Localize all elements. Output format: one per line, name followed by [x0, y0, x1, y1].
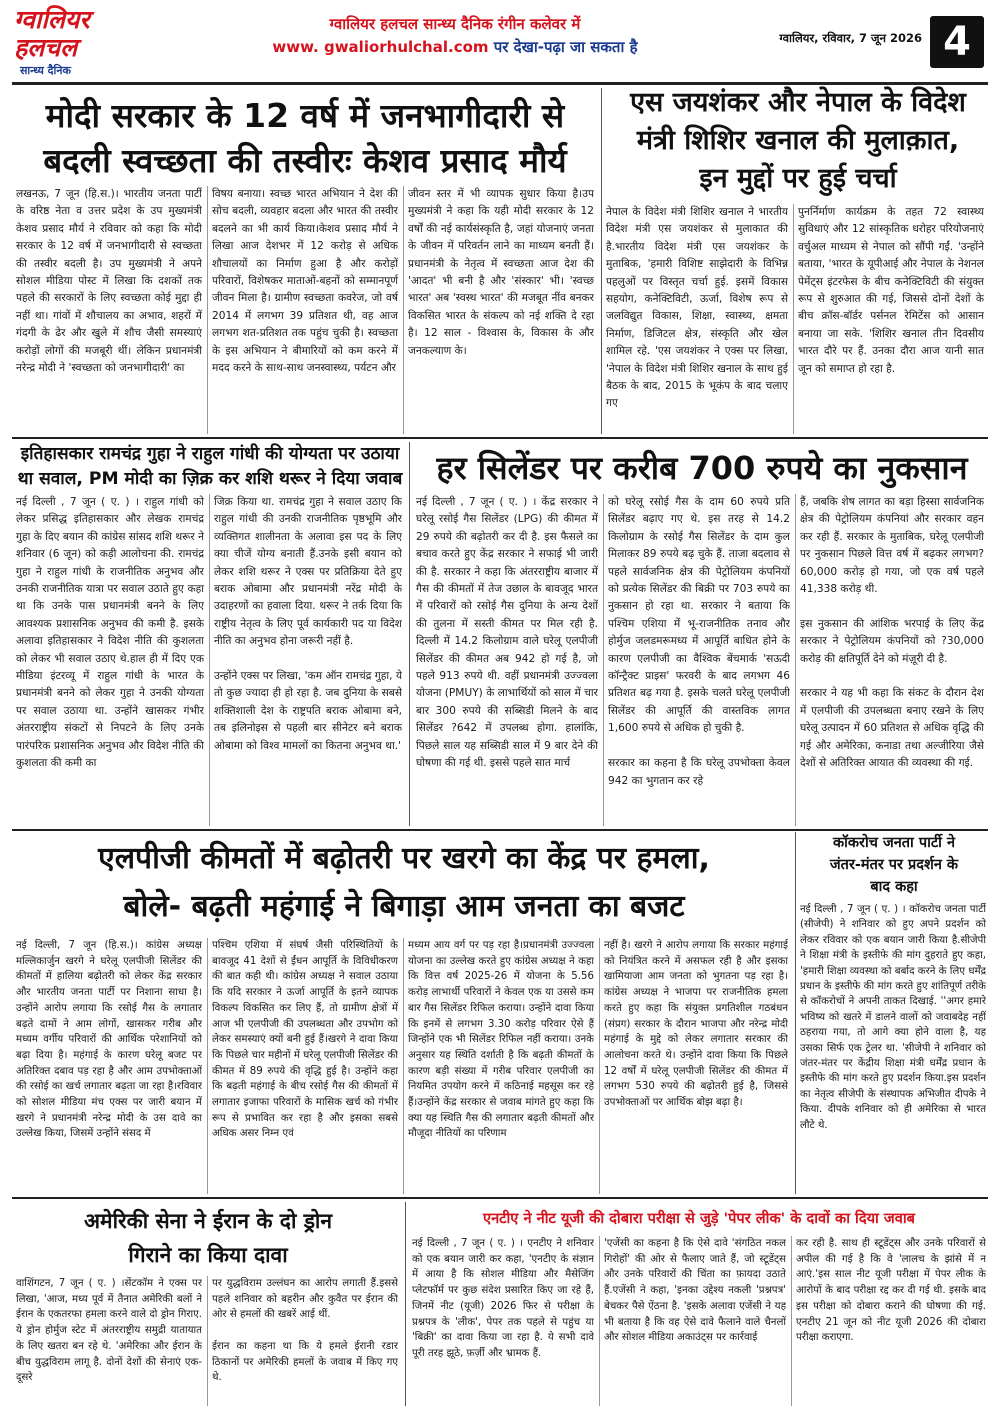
modi-headline-2: बदली स्वच्छता की तस्वीरः केशव प्रसाद मौर्य: [43, 141, 567, 180]
guha-headline-1: इतिहासकार रामचंद्र गुहा ने राहुल गांधी की योग्यता पर उठाया: [20, 444, 400, 464]
guha-col-2: जिक्र किया था. रामचंद्र गुहा ने सवाल उठाए कि राहुल गांधी की उनकी राजनीतिक पृष्ठभूमि और व्यक्तिगत शालीनता के अलावा इस पद के लिए क्या चीजें योग्य बनाती हैं.उनके इसी बयान को लेकर शशि थरूर ने एक्स पर प्रतिक्रिया देते हुए बराक ओबामा और प्रधानमंत्री नरेंद्र मोदी के उदाहरणों का हवाला दिया. थरूर ने तर्क दिया कि राष्ट्रीय नेतृत्व के लिए पूर्व कार्यकारी पद या विदेश नीति का अनुभव होना जरूरी नहीं है. उन्होंने एक्स पर लिखा, 'कम ऑन रामचंद्र गुहा, ये तो कुछ ज्यादा ही हो रहा है. जब दुनिया के सबसे शक्तिशाली देश के राष्ट्रपति बराक ओबामा बने, तब इलिनोइस से पहली बार सीनेटर बने बराक ओबामा को विश्व मामलों का कितना अनुभव था.': [214, 496, 402, 752]
modi-col-2: विषय बनाया। स्वच्छ भारत अभियान ने देश की सोच बदली, व्यवहार बदला और भारत की तस्वीर बदलने का भी कार्य किया।केशव प्रसाद मौर्य ने लिखा आज देशभर में 12 करोड़ से अधिक शौचालयों का निर्माण हुआ है और करोड़ों परिवारों, विशेषकर माताओं-बहनों को सम्मानपूर्ण जीवन मिला है। ग्रामीण स्वच्छता कवरेज, जो वर्ष 2014 में लगभग 39 प्रतिशत थी, वह आज लगभग शत-प्रतिशत तक पहुंच चुकी है। स्वच्छता के इस अभियान ने बीमारियों को कम करने में मदद करने के साथ-साथ जनस्वास्थ्य, पर्यटन और: [212, 188, 398, 375]
column-divider: [403, 186, 404, 434]
section-rule: [12, 437, 988, 439]
column-divider: [207, 186, 208, 434]
modi-headline-1: मोदी सरकार के 12 वर्ष में जनभागीदारी से: [45, 96, 565, 135]
logo-line-1: ग्वालियर: [14, 5, 90, 34]
section-rule: [12, 829, 988, 831]
column-divider: [207, 1276, 208, 1406]
kharge-col-1: नई दिल्ली, 7 जून (हि.स.)। कांग्रेस अध्यक्ष मल्लिकार्जुन खरगे ने घरेलू एलपीजी सिलेंडर की कीमतों में हालिया बढ़ोतरी को लेकर केंद्र सरकार और भारतीय जनता पार्टी पर निशाना साधा है। उन्होंने आरोप लगाया कि रसोई गैस के लगातार बढ़ते दामों ने आम लोगों, खासकर गरीब और मध्यम वर्गीय परिवारों की आर्थिक परेशानियों को बढ़ा दिया है। महंगाई के कारण घरेलू बजट पर अतिरिक्त दबाव पड़ रहा है और आम उपभोक्ताओं की रसोई का खर्च लगातार बढ़ता जा रहा है।रविवार को सोशल मीडिया मंच एक्स पर जारी बयान में खरगे ने प्रधानमंत्री नरेन्द्र मोदी के उस दावे का उल्लेख किया, जिसमें उन्होंने संसद में: [16, 940, 202, 1140]
kharge-col-3: मध्यम आय वर्ग पर पड़ रहा है।प्रधानमंत्री उज्ज्वला योजना का उल्लेख करते हुए कांग्रेस अध्यक्ष ने कहा कि वित्त वर्ष 2025-26 में योजना के 5.56 करोड़ लाभार्थी परिवारों ने केवल एक या उससे कम बार गैस सिलेंडर रिफिल कराया। उन्होंने दावा किया कि इनमें से लगभग 3.30 करोड़ परिवार ऐसे हैं जिन्होंने एक भी सिलेंडर रिफिल नहीं कराया। उनके अनुसार यह स्थिति दर्शाती है कि बढ़ती कीमतों के कारण बड़ी संख्या में गरीब परिवार एलपीजी का नियमित उपयोग करने में कठिनाई महसूस कर रहे हैं।उन्होंने केंद्र सरकार से जवाब मांगते हुए कहा कि क्या यह स्थिति गैस की लगातार बढ़ती कीमतों और मौजूदा नीतियों का परिणाम: [408, 940, 594, 1140]
page-number: 4: [943, 19, 971, 65]
neet-col-2: 'एजेंसी का कहना है कि ऐसे दावे 'संगठित नकल गिरोहों' की ओर से फैलाए जाते हैं, जो स्टूडेंट्स और उनके परिवारों की चिंता का फ़ायदा उठाते हैं.एजेंसी ने कहा, 'इनका उद्देश्य नकली 'प्रश्नपत्र' बेचकर पैसे ऐंठना है. 'इसके अलावा एजेंसी ने यह भी बताया है कि वह ऐसे दावे फैलाने वाले चैनलों और सोशल मीडिया अकाउंट्स पर कार्रवाई: [604, 1238, 786, 1344]
kharge-col-2: पश्चिम एशिया में संघर्ष जैसी परिस्थितियों के बावजूद 41 देशों से ईंधन आपूर्ति के विविधीकरण की बात कही थी। कांग्रेस अध्यक्ष ने सवाल उठाया कि यदि सरकार ने ऊर्जा आपूर्ति के इतने व्यापक विकल्प विकसित कर लिए हैं, तो ग्रामीण क्षेत्रों में आज भी एलपीजी की उपलब्धता और उपभोग को लेकर समस्याएं क्यों बनी हुई हैं।खरगे ने दावा किया कि पिछले चार महीनों में घरेलू एलपीजी सिलेंडर की कीमत में 89 रुपये की वृद्धि हुई है। उन्होंने कहा कि बढ़ती महंगाई के बीच रसोई गैस की कीमतों में लगातार इजाफा परिवारों के मासिक खर्च को गंभीर रूप से प्रभावित कर रहा है और इसका सबसे अधिक असर निम्न एवं: [212, 940, 398, 1140]
kharge-col-4: नहीं है। खरगे ने आरोप लगाया कि सरकार महंगाई को नियंत्रित करने में असफल रही है और इसका खामियाजा आम जनता को भुगतना पड़ रहा है।कांग्रेस अध्यक्ष ने भाजपा पर राजनीतिक हमला करते हुए कहा कि संयुक्त प्रगतिशील गठबंधन (संप्रग) सरकार के दौरान भाजपा और नरेन्द्र मोदी महंगाई के मुद्दे को लेकर लगातार सरकार की आलोचना करते थे। उन्होंने दावा किया कि पिछले 12 वर्षों में घरेलू एलपीजी सिलेंडर की कीमत में लगभग 530 रुपये की बढ़ोतरी हुई है, जिससे उपभोक्ताओं पर आर्थिक बोझ बढ़ा है।: [604, 940, 788, 1109]
column-divider: [403, 938, 404, 1194]
dateline: ग्वालियर, रविवार, 7 जून 2026: [779, 31, 922, 45]
column-divider: [599, 1236, 600, 1406]
lpg700-col-3: हैं, जबकि शेष लागत का बड़ा हिस्सा सार्वजनिक क्षेत्र की पेट्रोलियम कंपनियां और सरकार वहन कर रही हैं. सरकार के मुताबिक, घरेलू एलपीजी पर नुकसान पिछले वित्त वर्ष में बढ़कर लगभग?60,000 करोड़ हो गया, जो एक वर्ष पहले 41,338 करोड़ थी. इस नुकसान की आंशिक भरपाई के लिए केंद्र सरकार ने पेट्रोलियम कंपनियों को ?30,000 करोड़ की क्षतिपूर्ति देने को मंज़ूरी दी है. सरकार ने यह भी कहा कि संकट के दौरान देश में एलपीजी की उपलब्धता बनाए रखने के लिए घरेलू उत्पादन में 60 प्रतिशत से अधिक वृद्धि की गई और अमेरिका, कनाडा तथा अल्जीरिया जैसे देशों से अतिरिक्त आयात की व्यवस्था की गई.: [800, 496, 984, 770]
guha-headline-2: था सवाल, PM मोदी का ज़िक्र कर शशि थरूर ने दिया जवाब: [17, 469, 403, 489]
cockroach-headline-1: कॉकरोच जनता पार्टी ने: [833, 835, 955, 851]
masthead-logo: [14, 6, 146, 80]
modi-col-3: जीवन स्तर में भी व्यापक सुधार किया है।उप मुख्यमंत्री ने कहा कि यही मोदी सरकार के 12 वर्षों की नई कार्यसंस्कृति है, जहां योजनाएं जनता के जीवन में परिवर्तन लाने का माध्यम बनती हैं। प्रधानमंत्री के नेतृत्व में स्वच्छता आज देश की 'आदत' भी बनी है और 'संस्कार' भी। 'स्वच्छ भारत' अब 'स्वस्थ भारत' की मजबूत नींव बनकर विकसित भारत के संकल्प को नई शक्ति दे रहा है। 12 साल - विश्वास के, विकास के और जनकल्याण के।: [408, 188, 594, 357]
neet-col-1: नई दिल्ली , 7 जून ( ए. ) । एनटीए ने शनिवार को एक बयान जारी कर कहा, 'एनटीए के संज्ञान में आया है कि सोशल मीडिया और मैसेजिंग प्लेटफॉर्म पर कुछ संदेश प्रसारित किए जा रहे हैं, जिनमें नीट (यूजी) 2026 फिर से परीक्षा के प्रश्नपत्र के 'लीक', पेपर तक पहले से पहुंच या 'बिक्री' का दावा किया जा रहा है. ये सभी दावे पूरी तरह झूठे, फ़र्ज़ी और भ्रामक हैं.: [412, 1238, 594, 1359]
jaishankar-col-2: पुनर्निर्माण कार्यक्रम के तहत 72 स्वास्थ्य सुविधाएं और 12 सांस्कृतिक धरोहर परियोजनाएं वर्चुअल माध्यम से नेपाल को सौंपी गईं. 'उन्होंने बताया, 'भारत के यूपीआई और नेपाल के नेशनल पेमेंट्स इंटरफेस के बीच कनेक्टिविटी की संयुक्त रूप से शुरुआत की गई, जिससे दोनों देशों के बीच क्रॉस-बॉर्डर पर्सनल रेमिटेंस को आसान बनाया जा सके. 'शिशिर खनाल तीन दिवसीय भारत दौरे पर हैं. उनका दौरा आज यानी सात जून को समाप्त हो रहा है.: [798, 206, 984, 375]
modi-col-1: लखनऊ, 7 जून (हि.स.)। भारतीय जनता पार्टी के वरिष्ठ नेता व उत्तर प्रदेश के उप मुख्यमंत्री केशव प्रसाद मौर्य ने रविवार को कहा कि मोदी सरकार के 12 वर्ष में जनभागीदारी से स्वच्छता की तस्वीर बदली है। उप मुख्यमंत्री ने अपने सोशल मीडिया पोस्ट में लिखा कि दशकों तक पहले की सरकारों के लिए स्वच्छता कोई मुद्दा ही नहीं था। गांवों में शौचालय का अभाव, शहरों में गंदगी के ढेर और खुले में शौच जैसी समस्याएं करोड़ों लोगों की मजबूरी थीं। लेकिन प्रधानमंत्री नरेन्द्र मोदी ने 'स्वच्छता को जनभागीदारी' का: [16, 188, 202, 375]
column-divider: [791, 1236, 792, 1406]
logo-line-3: सान्ध्य दैनिक: [20, 64, 71, 77]
jaishankar-col-1: नेपाल के विदेश मंत्री शिशिर खनाल ने भारतीय विदेश मंत्री एस जयशंकर से मुलाकात की है.भारतीय विदेश मंत्री एस जयशंकर के मुताबिक, 'हमारी विशिष्ट साझेदारी के विभिन्न पहलुओं पर विस्तृत चर्चा हुई. इसमें विकास सहयोग, कनेक्टिविटी, ऊर्जा, विशेष रूप से जलविद्युत विकास, शिक्षा, स्वास्थ्य, क्षमता निर्माण, डिजिटल क्षेत्र, संस्कृति और खेल शामिल रहे. 'एस जयशंकर ने एक्स पर लिखा, 'नेपाल के विदेश मंत्री शिशिर खनाल के साथ हुई बैठक के बाद, 2015 के भूकंप के बाद चलाए गए: [606, 206, 788, 410]
jaishankar-headline-2: मंत्री शिशिर खनाल की मुलाक़ात,: [636, 125, 960, 156]
masthead: [0, 0, 1000, 84]
tagline-2-text: पर देखा-पढ़ा जा सकता है: [488, 38, 638, 56]
neet-headline: एनटीए ने नीट यूजी की दोबारा परीक्षा से जुड़े 'पेपर लीक' के दावों का दिया जवाब: [483, 1210, 915, 1227]
masthead-tagline-1: ग्वालियर हलचल सान्ध्य दैनिक रंगीन कलेवर में: [329, 15, 581, 33]
section-divider: [795, 832, 796, 1194]
iran-headline-1: अमेरिकी सेना ने ईरान के दो ड्रोन: [83, 1209, 333, 1233]
section-rule: [12, 1197, 988, 1199]
iran-col-2: पर युद्धविराम उल्लंघन का आरोप लगाती हैं.इससे पहले शनिवार को बहरीन और कुवैत पर ईरान की ओर से हमलों की खबरें आई थीं. ईरान का कहना था कि ये हमले ईरानी रडार ठिकानों पर अमेरिकी हमलों के जवाब में किए गए थे.: [212, 1278, 398, 1384]
column-divider: [603, 494, 604, 826]
iran-headline-2: गिराने का किया दावा: [128, 1243, 288, 1267]
guha-col-1: नई दिल्ली , 7 जून ( ए. ) । राहुल गांधी को लेकर प्रसिद्ध इतिहासकार और लेखक रामचंद्र गुहा के दिए बयान की कांग्रेस सांसद शशि थरूर ने शनिवार (6 जून) को कड़ी आलोचना की. रामचंद्र गुहा ने राहुल गांधी के राजनीतिक अनुभव और उनकी राजनीतिक यात्रा पर सवाल उठाते हुए कहा था कि उनके पास प्रधानमंत्री बनने के लिए आवश्यक प्रशासनिक अनुभव की कमी है. इसके अलावा इतिहासकार ने विदेश नीति की कुशलता को लेकर भी सवाल उठाए थे.हाल ही में दिए एक मीडिया इंटरव्यू में राहुल गांधी के भारत के प्रधानमंत्री बनने को लेकर गुहा ने उनकी योग्यता पर सवाल उठाया था. उन्होंने खासकर गंभीर अंतरराष्ट्रीय संकटों से निपटने के लिए उनके पारंपरिक प्रशासनिक अनुभव और विदेश नीति की कुशलता की कमी का: [16, 496, 204, 770]
section-divider: [601, 88, 602, 434]
page-number-box: [930, 16, 984, 68]
column-divider: [209, 494, 210, 826]
column-divider: [207, 938, 208, 1194]
jaishankar-headline-1: एस जयशंकर और नेपाल के विदेश: [630, 87, 966, 118]
column-divider: [599, 938, 600, 1194]
logo-line-2: हलचल: [14, 33, 78, 62]
kharge-headline-1: एलपीजी कीमतों में बढ़ोतरी पर खरगे का केंद्र पर हमला,: [98, 841, 710, 876]
lpg700-headline: हर सिलेंडर पर करीब 700 रुपये का नुकसान: [436, 449, 968, 487]
section-divider: [405, 1202, 406, 1406]
cockroach-headline-3: बाद कहा: [870, 879, 918, 895]
neet-col-3: कर रही है. साथ ही स्टूडेंट्स और उनके परिवारों से अपील की गई है कि वे 'लालच के झांसे में न आएं.'इस साल नीट यूजी परीक्षा में पेपर लीक के आरोपों के बाद परीक्षा रद्द कर दी गई थी. इसके बाद इस परीक्षा को दोबारा कराने की घोषणा की गई. एनटीए 21 जून को नीट यूजी 2026 की दोबारा परीक्षा कराएगा.: [796, 1238, 986, 1344]
masthead-tagline-2: [160, 37, 750, 57]
iran-col-1: वाशिंगटन, 7 जून ( ए. ) ।सेंटकॉम ने एक्स पर लिखा, 'आज, मध्य पूर्व में तैनात अमेरिकी बलों ने ईरान के एकतरफा हमला करने वाले दो ड्रोन गिराए. ये ड्रोन होर्मुज स्टेट में अंतरराष्ट्रीय समुद्री यातायात के लिए खतरा बन रहे थे. 'अमेरिका और ईरान के बीच युद्धविराम लागू है. दोनों देशों की सेनाएं एक-दूसरे: [16, 1278, 202, 1384]
kharge-headline-2: बोले- बढ़ती महंगाई ने बिगाड़ा आम जनता का बजट: [123, 889, 685, 924]
cockroach-body: नई दिल्ली , 7 जून ( ए. ) । कॉकरोच जनता पार्टी (सीजेपी) ने शनिवार को हुए अपने प्रदर्शन को लेकर रविवार को एक बयान जारी किया है.सीजेपी ने शिक्षा मंत्री के इस्तीफे की मांग दुहराते हुए कहा, 'हमारी शिक्षा व्यवस्था को बर्बाद करने के लिए धर्मेंद्र प्रधान के इस्तीफे की मांग करते हुए शांतिपूर्ण तरीके से कॉकरोचों ने अपनी ताकत दिखाई. ''अगर हमारे भविष्य को खतरे में डालने वालों को जवाबदेह नहीं ठहराया गया, तो आगे क्या होने वाला है, यह उसका सिर्फ एक ट्रेलर था. 'सीजेपी ने शनिवार को जंतर-मंतर पर केंद्रीय शिक्षा मंत्री धर्मेंद्र प्रधान के इस्तीफे की मांग करते हुए प्रदर्शन किया.इस प्रदर्शन का नेतृत्व सीजेपी के संस्थापक अभिजीत दीपके ने किया. दीपके शनिवार को ही अमेरिका से भारत लौटे थे.: [800, 904, 986, 1131]
jaishankar-headline-3: इन मुद्दों पर हुई चर्चा: [699, 163, 897, 194]
column-divider: [793, 204, 794, 434]
section-divider: [409, 442, 410, 826]
lpg700-col-1: नई दिल्ली , 7 जून ( ए. ) । केंद्र सरकार ने घरेलू रसोई गैस सिलेंडर (LPG) की कीमत में 29 रुपये की बढ़ोतरी कर दी है. इस फैसले का बचाव करते हुए केंद्र सरकार ने सफाई भी जारी की है. सरकार ने कहा कि अंतरराष्ट्रीय बाजार में गैस की कीमतों में तेज उछाल के बावजूद भारत में परिवारों को रसोई गैस दुनिया के अन्य देशों की तुलना में सस्ती कीमत पर मिल रही है. दिल्ली में 14.2 किलोग्राम वाले घरेलू एलपीजी सिलेंडर की कीमत अब 942 हो गई है, जो पहले 913 रुपये थी. वहीं प्रधानमंत्री उज्ज्वला योजना (PMUY) के लाभार्थियों को साल में चार बार 300 रुपये की सब्सिडी मिलने के बाद सिलेंडर ?642 में उपलब्ध होगा. हालांकि, पिछले साल यह सब्सिडी साल में 9 बार देने की घोषणा की गई थी. इससे पहले सात मार्च: [416, 496, 598, 770]
website-link[interactable]: www. gwaliorhulchal.com: [272, 38, 489, 56]
cockroach-headline-2: जंतर-मंतर पर प्रदर्शन के: [829, 857, 959, 873]
lpg700-col-2: को घरेलू रसोई गैस के दाम 60 रुपये प्रति सिलेंडर बढ़ाए गए थे. इस तरह से 14.2 किलोग्राम के रसोई गैस सिलेंडर के दाम कुल मिलाकर 89 रुपये बढ़ चुके हैं. ताजा बदलाव से पहले सार्वजनिक क्षेत्र की पेट्रोलियम कंपनियों को प्रत्येक सिलेंडर की बिक्री पर 703 रुपये का नुकसान हो रहा था. सरकार ने बताया कि पश्चिम एशिया में भू-राजनीतिक तनाव और होर्मुज जलडमरूमध्य में आपूर्ति बाधित होने के कारण एलपीजी का वैश्विक बेंचमार्क 'सऊदी कॉन्ट्रैक्ट प्राइस' फरवरी के बाद लगभग 46 प्रतिशत बढ़ गया है. इसके चलते घरेलू एलपीजी सिलेंडर की आपूर्ति की वास्तविक लागत 1,600 रुपये से अधिक हो चुकी है. सरकार का कहना है कि घरेलू उपभोक्ता केवल 942 का भुगतान कर रहे: [608, 496, 790, 787]
column-divider: [795, 494, 796, 826]
